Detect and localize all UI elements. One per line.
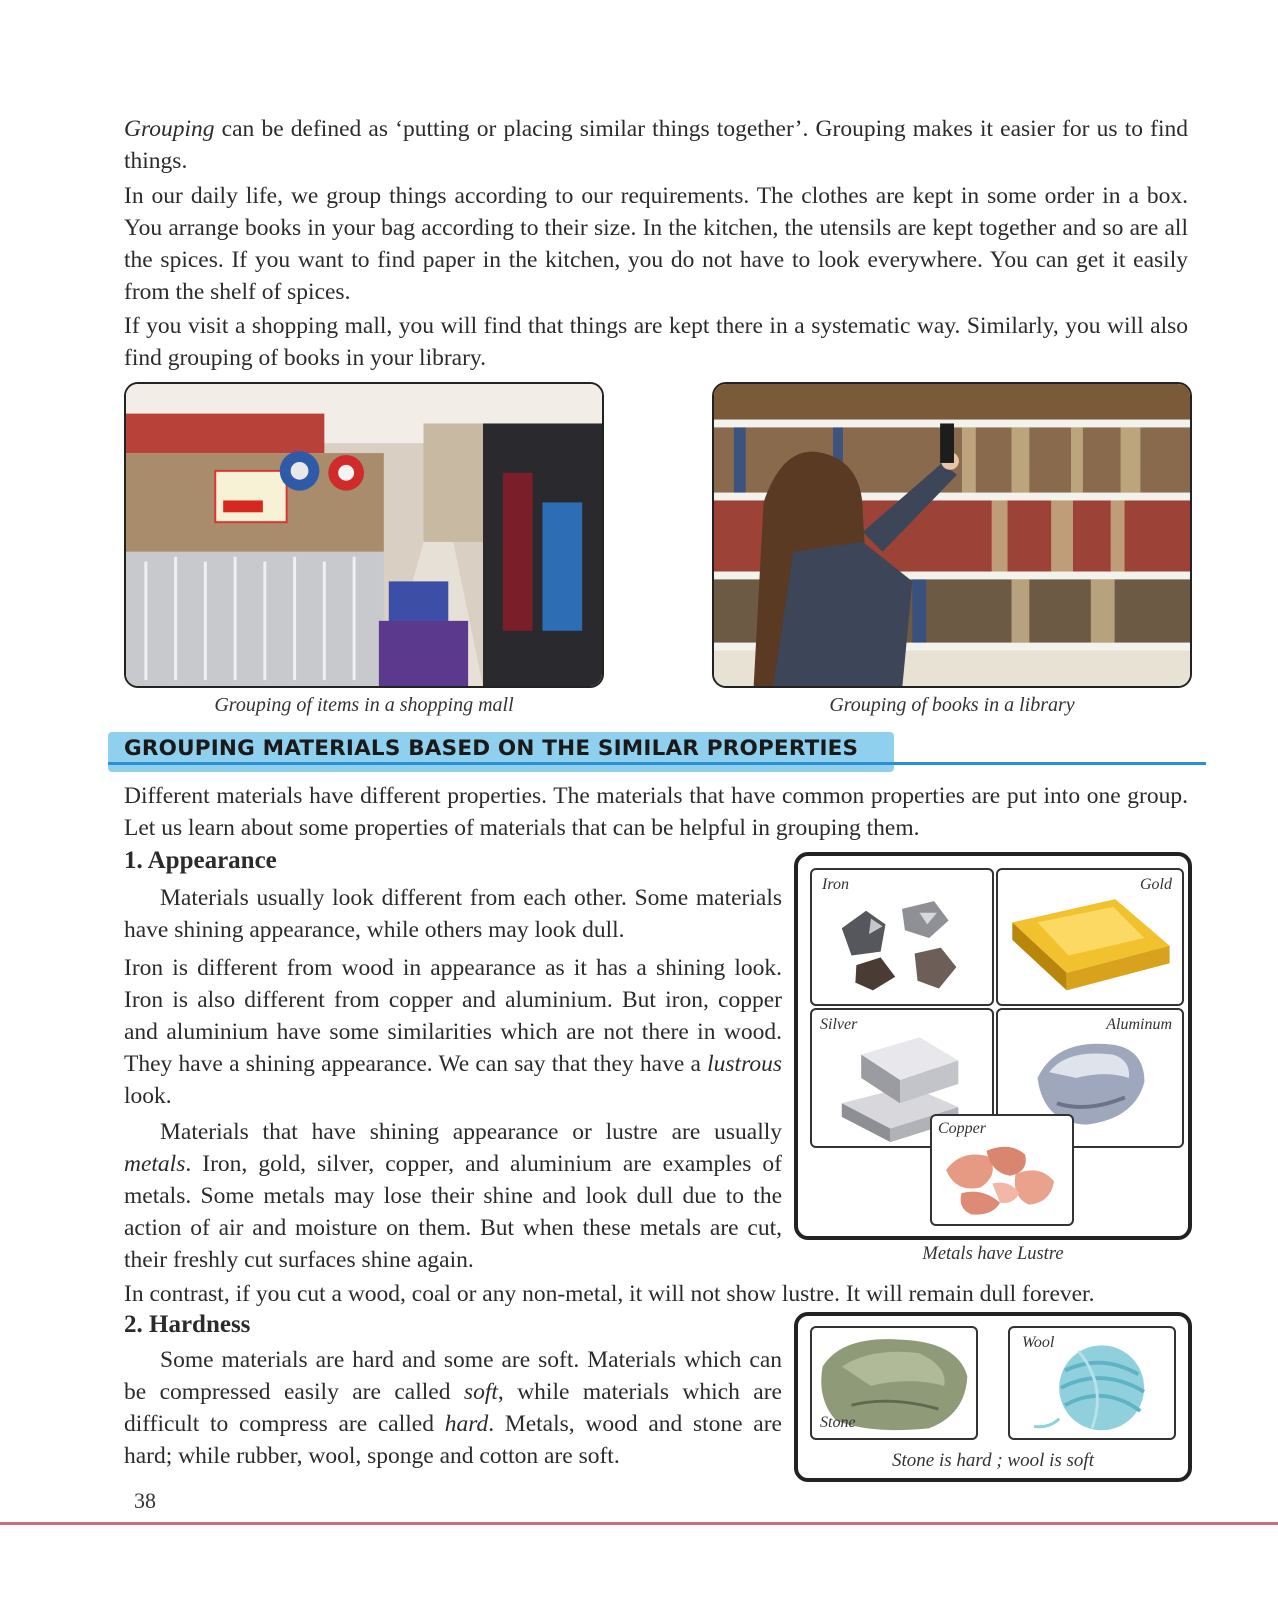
term-grouping: Grouping [124,116,215,142]
appearance-paragraph-1: Materials usually look different from each other. Some materials have shining appearance, while others may look dull. [124,885,782,943]
term-hard: hard [444,1411,489,1437]
iron-tile [810,868,994,1006]
aluminum-label: Aluminum [1106,1016,1172,1033]
wool-tile [1008,1326,1176,1440]
intro-paragraph-grouping [124,113,1188,177]
intro-paragraph-daily-life: In our daily life, we group things according to our requirements. The clothes are kept in some order in a box. You arrange books in your bag according to their size. In the kitchen, the utensils are kept together and so are all the spices. If you want to find paper in the kitchen, you do not have to look everywhere. You can get it easily from the shelf of spices. [124,183,1188,305]
appearance-paragraph-3-text-b: . Iron, gold, silver, copper, and aluminium are examples of metals. Some metals may lose their shine and look dull due to the action of air and moisture on them. But when these metals are cut, their freshly cut surfaces shine again. [124,1151,782,1273]
library-caption: Grouping of books in a library [829,694,1075,716]
hardness-figure-caption: Stone is hard ; wool is soft [892,1450,1094,1471]
copper-tile [930,1114,1074,1226]
section-heading-rule [108,762,1206,765]
bottom-rule [0,1522,1278,1525]
wool-label: Wool [1022,1334,1055,1351]
stone-label: Stone [820,1414,856,1431]
iron-label: Iron [822,876,849,893]
term-metals: metals [124,1151,186,1177]
term-soft: soft [463,1379,498,1405]
section-heading: GROUPING MATERIALS BASED ON THE SIMILAR PROPERTIES [124,736,859,761]
appearance-paragraph-2-text-b: look. [124,1083,172,1109]
appearance-paragraph-3 [124,1116,782,1276]
hardness-paragraph-text-c: . Metals, wood and stone are hard; while rubber, wool, sponge and cotton are soft. [124,1411,782,1469]
term-lustrous: lustrous [707,1051,782,1077]
copper-label: Copper [938,1120,986,1137]
appearance-paragraph-2 [124,952,782,1112]
hardness-paragraph [124,1344,782,1472]
hardness-paragraph-text-b: , while materials which are difficult to compress are called [124,1379,782,1437]
hardness-heading: 2. Hardness [124,1311,251,1338]
hardness-paragraph-text-a: Some materials are hard and some are soft. Materials which can be compressed easily are called [124,1347,782,1405]
gold-label: Gold [1140,876,1172,893]
appearance-paragraph-2-text-a: Iron is different from wood in appearance as it has a shining look. Iron is also different from copper and aluminium. But iron, copper and aluminium have some similarities which are not there in wood. They have a shining appearance. We can say that they have a [124,955,782,1077]
library-photo [712,382,1192,688]
gold-tile [996,868,1184,1006]
appearance-heading: 1. Appearance [124,847,277,874]
intro-paragraph-shopping-mall: If you visit a shopping mall, you will find that things are kept there in a systematic way. Similarly, you will also find grouping of books in your library. [124,313,1188,371]
appearance-paragraph-3-text-a: Materials that have shining appearance or lustre are usually [160,1119,782,1145]
silver-label: Silver [820,1016,858,1033]
stone-tile [810,1326,978,1440]
page-number: 38 [134,1488,156,1513]
appearance-paragraph-contrast: In contrast, if you cut a wood, coal or any non-metal, it will not show lustre. It will remain dull forever. [124,1281,1095,1307]
shopping-mall-caption: Grouping of items in a shopping mall [214,694,514,716]
metals-figure-caption: Metals have Lustre [922,1244,1064,1264]
intro-paragraph-grouping-text: can be defined as ‘putting or placing similar things together’. Grouping makes it easier for us to find things. [124,116,1188,174]
section-intro-paragraph: Different materials have different properties. The materials that have common properties are put into one group. Let us learn about some properties of materials that can be helpful in grouping them. [124,783,1188,841]
shopping-mall-photo [124,382,604,688]
